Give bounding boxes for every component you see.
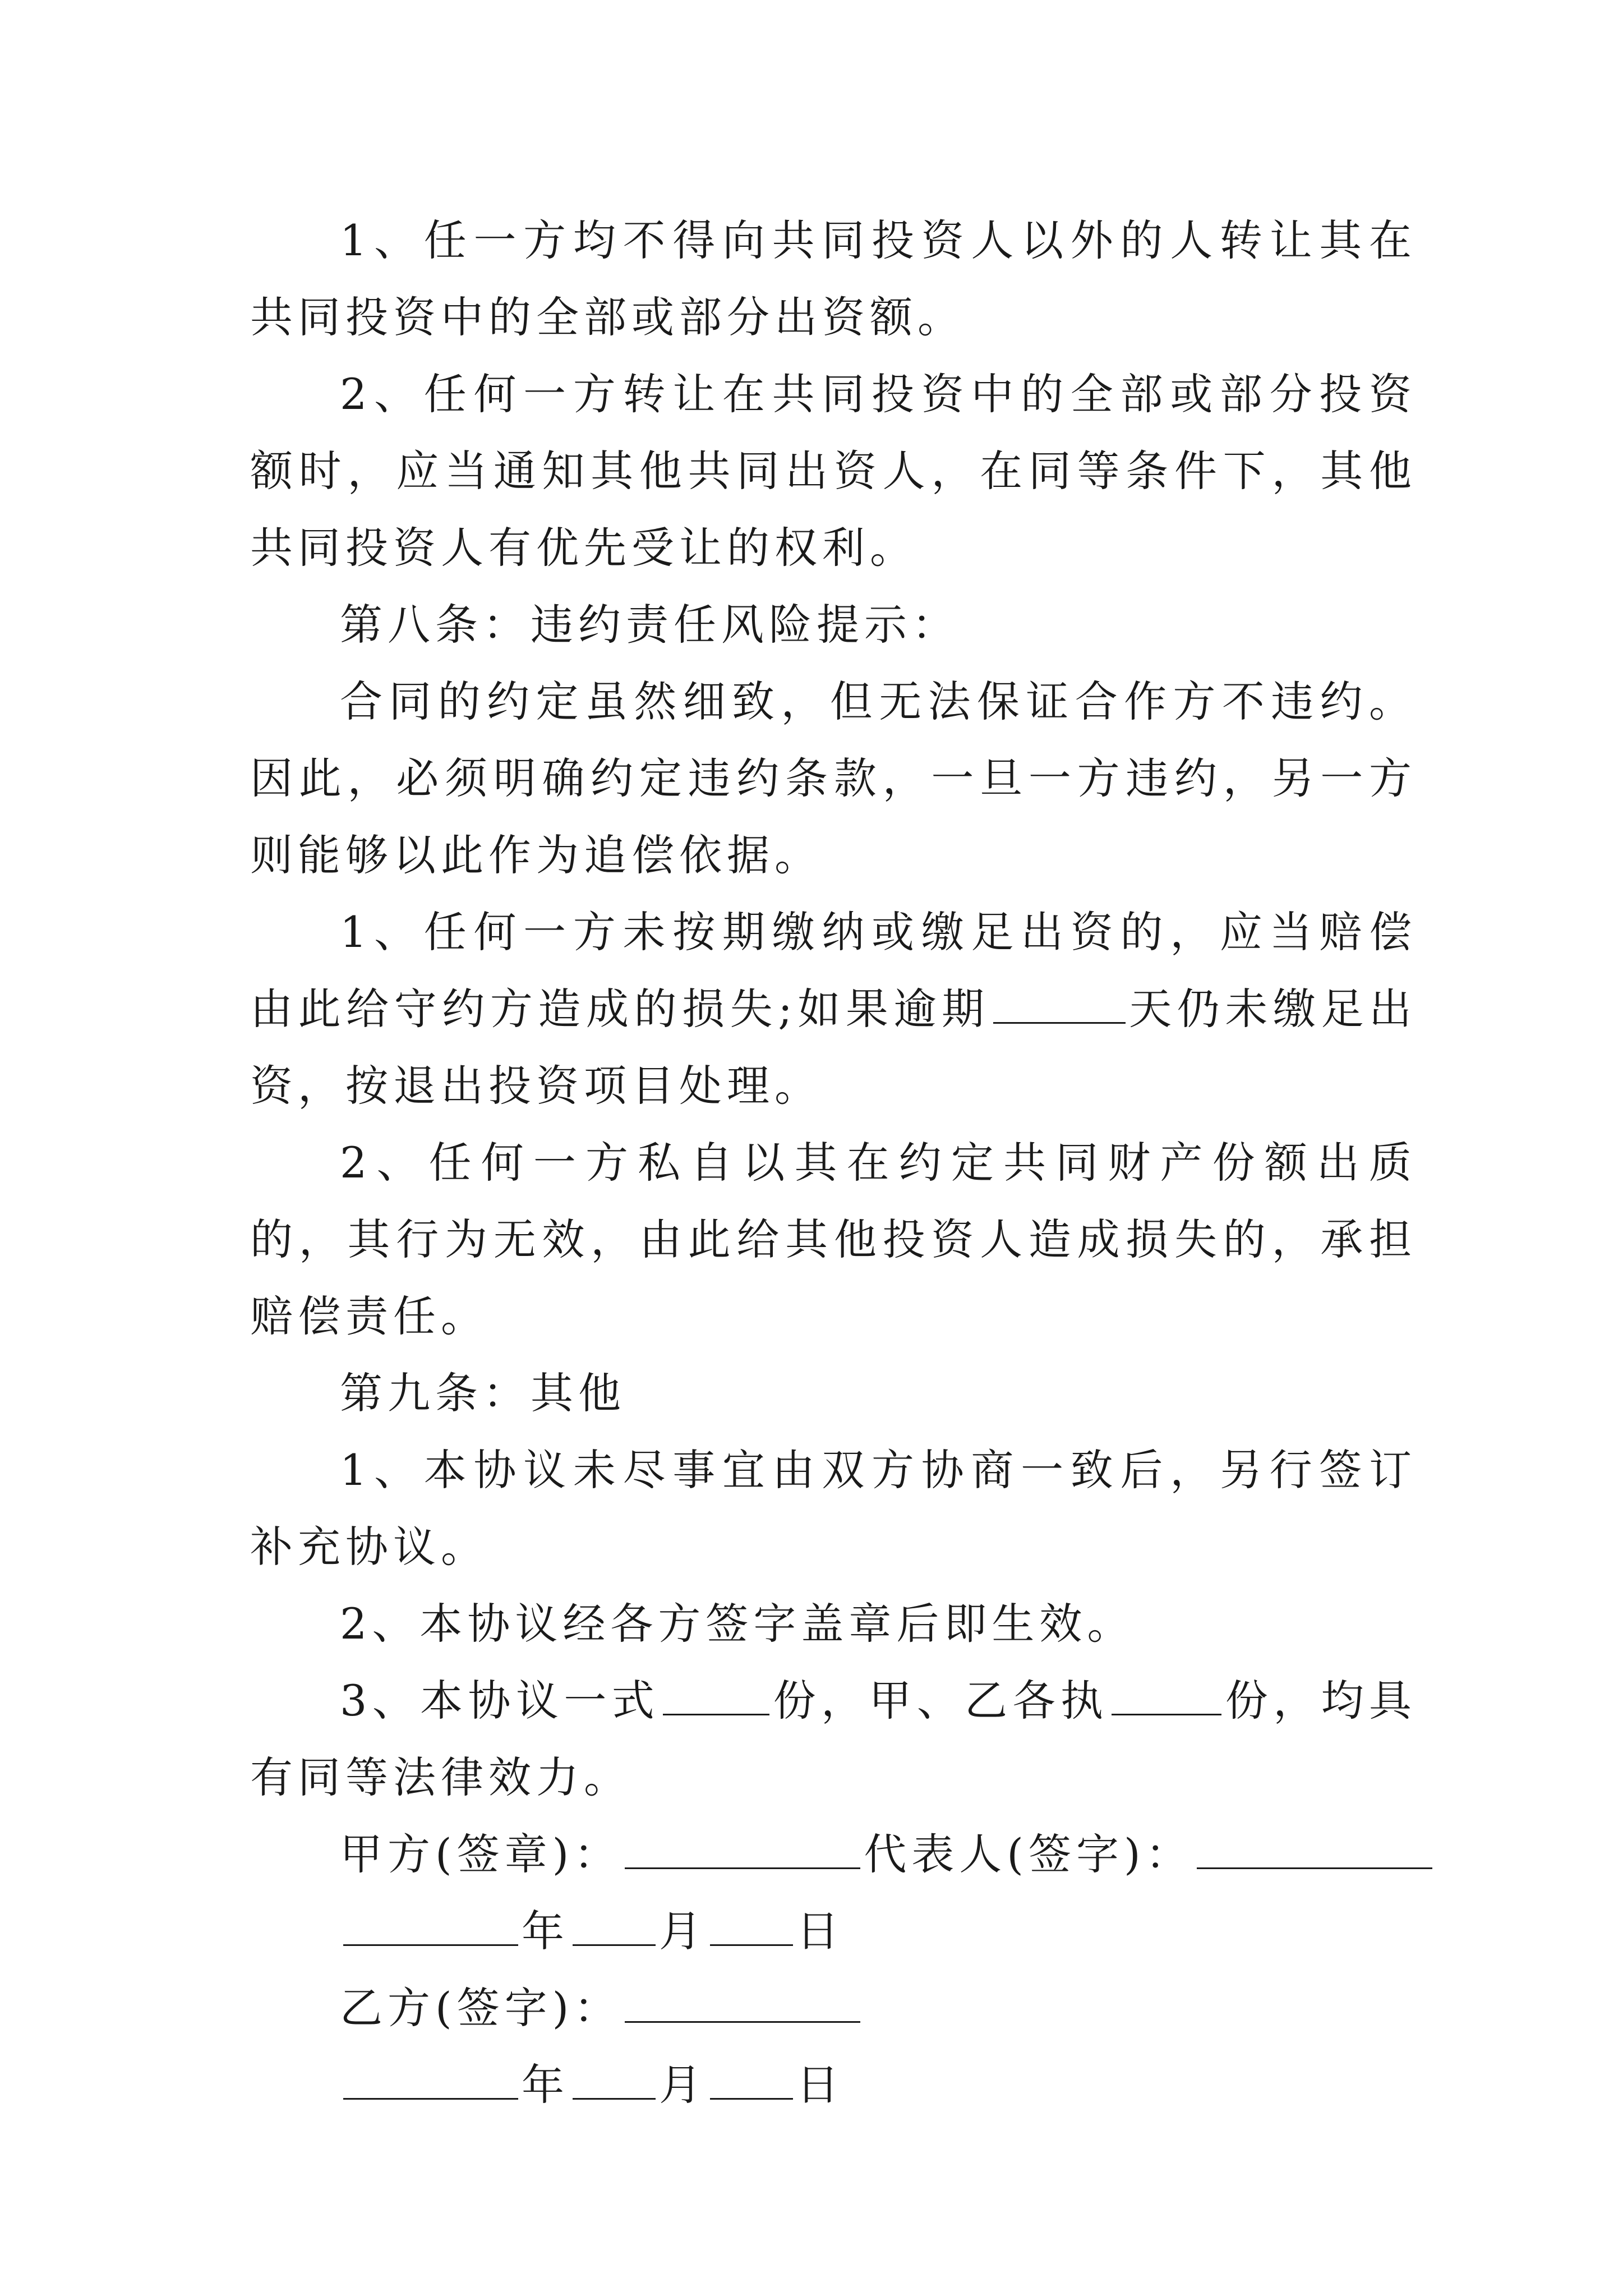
article9-title: 第九条：其他 [340,1368,626,1418]
article8-item1-text-b: 天仍未缴足出资，按退出投资项目处理。 [250,984,1417,1111]
month-label: 月 [659,2060,707,2110]
article9-item3-text-c: 份，均具有同等法律效力。 [250,1676,1417,1802]
article9-item3 [250,1662,1417,1816]
party-a-signature-blank [625,1828,860,1869]
party-a-year-blank [343,1905,518,1946]
party-b-date-line [250,2046,1417,2123]
article8-item1 [250,894,1417,1124]
total-copies-blank [663,1674,769,1715]
party-b-month-blank [573,2059,656,2100]
document-body [250,202,1417,2123]
article8-item1-text-a: 1、任何一方未按期缴纳或缴足出资的，应当赔偿由此给守约方造成的损失;如果逾期 [250,907,1417,1034]
article7-item2: 2、任何一方转让在共同投资中的全部或部分投资额时，应当通知其他共同出资人，在同等条件下，其他共同投资人有优先受让的权利。 [250,369,1417,573]
year-label: 年 [522,2060,569,2110]
article9-item1: 1、本协议未尽事宜由双方协商一致后，另行签订补充协议。 [250,1445,1417,1572]
party-b-day-blank [710,2059,793,2100]
representative-signature-blank [1197,1828,1432,1869]
party-a-month-blank [573,1905,656,1946]
article9-item3-text-a: 3、本协议一式 [340,1676,660,1726]
article8-title: 第八条：违约责任风险提示： [340,600,960,650]
party-b-signature-line [250,1970,1417,2046]
party-b-label: 乙方(签字)： [340,1983,622,2033]
party-a-day-blank [710,1905,793,1946]
representative-label: 代表人(签字)： [864,1829,1193,1879]
day-label: 日 [796,1906,844,1956]
article9-item2: 2、本协议经各方签字盖章后即生效。 [340,1599,1135,1649]
article8-intro: 合同的约定虽然细致，但无法保证合作方不违约。因此，必须明确约定违约条款，一旦一方违约，另一方则能够以此作为追偿依据。 [250,677,1417,880]
party-a-signature-line [250,1816,1417,1893]
party-a-label: 甲方(签章)： [340,1829,622,1879]
overdue-days-blank [993,983,1126,1024]
year-label: 年 [522,1906,569,1956]
article7-item1: 1、任一方均不得向共同投资人以外的人转让其在共同投资中的全部或部分出资额。 [250,215,1417,342]
party-b-signature-blank [625,1982,860,2023]
article9-item3-text-b: 份，甲、乙各执 [773,1676,1109,1726]
month-label: 月 [659,1906,707,1956]
party-a-date-line [250,1893,1417,1970]
copies-each-blank [1112,1674,1221,1715]
day-label: 日 [796,2060,844,2110]
party-b-year-blank [343,2059,518,2100]
article8-item2: 2、任何一方私自以其在约定共同财产份额出质的，其行为无效，由此给其他投资人造成损失的，承担赔偿责任。 [250,1138,1417,1341]
